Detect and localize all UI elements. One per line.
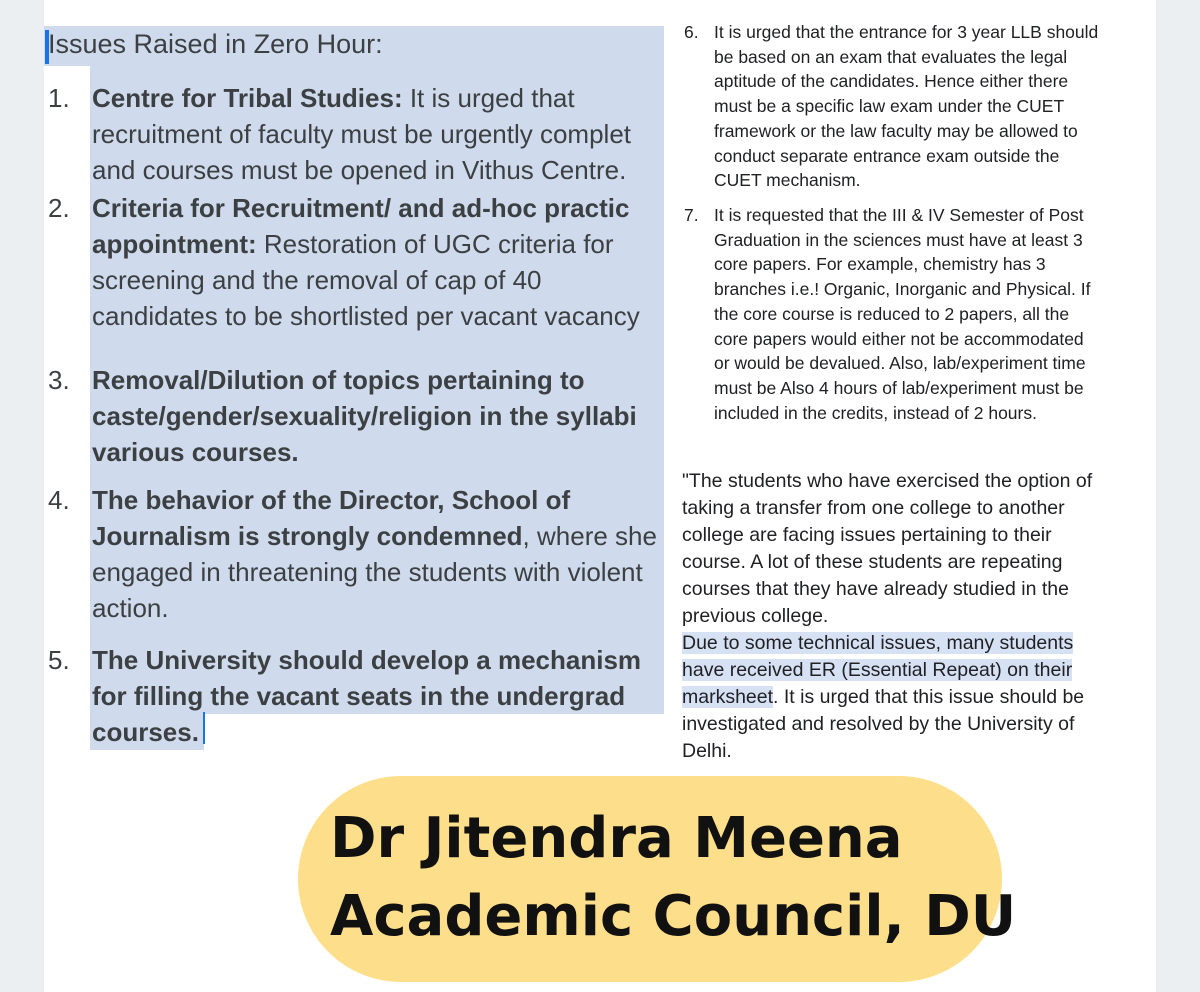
- issue-bold-text: Centre for Tribal Studies:: [92, 83, 403, 113]
- issue-number: 7.: [684, 205, 699, 225]
- banner-name: Dr Jitendra Meena: [330, 806, 903, 871]
- issue-line: [92, 190, 672, 226]
- issue-text: [92, 642, 672, 750]
- issue-line: CUET mechanism.: [714, 170, 861, 191]
- issue-line: [92, 398, 672, 434]
- highlighted-text[interactable]: Due to some technical issues, many students: [682, 632, 1074, 654]
- issue-line: core papers. For example, chemistry has 3: [714, 254, 1046, 275]
- issue-text: [92, 80, 672, 188]
- issue-line: [92, 226, 672, 262]
- issue-line: [92, 262, 672, 298]
- issue-text: [714, 20, 1134, 193]
- issue-text: [92, 482, 672, 626]
- issue-bold-text: Journalism is strongly condemned: [92, 521, 523, 551]
- issue-number: 3.: [48, 365, 70, 395]
- document-page: [44, 0, 1156, 992]
- issue-line: branches i.e.! Organic, Inorganic and Physical. If: [714, 279, 1091, 300]
- issue-line: Graduation in the sciences must have at least 3: [714, 229, 1083, 250]
- issue-line: the core course is reduced to 2 papers, all the: [714, 303, 1070, 324]
- issue-line: included in the credits, instead of 2 hours.: [714, 402, 1037, 423]
- issue-line: aptitude of the candidates. Hence either there: [714, 71, 1069, 92]
- issue-line: conduct separate entrance exam outside the: [714, 145, 1060, 166]
- issue-number: 6.: [684, 22, 699, 42]
- issue-bold-text: caste/gender/sexuality/religion in the syllabi: [92, 401, 637, 431]
- name-banner: [298, 776, 1017, 982]
- issue-bold-text: Criteria for Recruitment/ and ad-hoc practic: [92, 193, 630, 223]
- issue-number: 2.: [48, 193, 70, 223]
- highlighted-text[interactable]: marksheet: [682, 686, 774, 708]
- issue-line: [92, 518, 672, 554]
- issue-line: [92, 298, 672, 334]
- paragraph-line: course. A lot of these students are repeating: [682, 551, 1063, 573]
- paragraph-line: taking a transfer from one college to another: [682, 497, 1065, 519]
- issue-line: [92, 714, 672, 750]
- issue-line: [92, 116, 672, 152]
- issue-plain-text: , where she: [522, 521, 657, 551]
- issue-bold-text: Removal/Dilution of topics pertaining to: [92, 365, 585, 395]
- issue-line: [92, 434, 672, 470]
- issue-bold-text: The University should develop a mechanism: [92, 645, 642, 675]
- issue-bold-text: various courses.: [92, 437, 299, 467]
- issue-line: must be Also 4 hours of lab/experiment must be: [714, 377, 1084, 398]
- issue-line: [92, 152, 672, 188]
- issue-text: [714, 203, 1134, 425]
- issue-plain-text: recruitment of faculty must be urgently complet: [92, 119, 632, 149]
- issue-line: be based on an exam that evaluates the legal: [714, 46, 1068, 67]
- paragraph-line: "The students who have exercised the option of: [682, 470, 1093, 492]
- issue-bold-text: The behavior of the Director, School of: [92, 485, 571, 515]
- issue-line: [92, 482, 672, 518]
- paragraph-line: [682, 657, 1132, 684]
- issue-bold-text: courses.: [92, 717, 199, 747]
- issue-line: It is requested that the III & IV Semester of Post: [714, 205, 1084, 225]
- paragraph-line: [682, 630, 1132, 657]
- paragraph-line: courses that they have already studied in the: [682, 578, 1069, 600]
- issue-line: [92, 590, 672, 626]
- issue-plain-text: action.: [92, 593, 169, 623]
- issue-plain-text: It is urged that: [402, 83, 575, 113]
- issue-line: It is urged that the entrance for 3 year LLB should: [714, 22, 1099, 42]
- issue-number: 5.: [48, 645, 70, 675]
- section-title: Issues Raised in Zero Hour:: [48, 29, 383, 59]
- paragraph-line: Delhi.: [682, 740, 732, 762]
- transfer-students-paragraph: [682, 468, 1132, 765]
- issue-line: [92, 80, 672, 116]
- issue-line: [92, 554, 672, 590]
- issue-plain-text: and courses must be opened in Vithus Centre.: [92, 155, 627, 185]
- paragraph-line: [682, 684, 1132, 711]
- issue-line: must be a specific law exam under the CUET: [714, 96, 1065, 117]
- issue-text: [92, 362, 672, 470]
- paragraph-line: college are facing issues pertaining to their: [682, 524, 1052, 546]
- issue-plain-text: engaged in threatening the students with violent: [92, 557, 643, 587]
- issue-line: or would be devalued. Also, lab/experiment time: [714, 353, 1086, 374]
- issue-number: 4.: [48, 485, 70, 515]
- issue-line: core papers would either not be accommodated: [714, 328, 1084, 349]
- highlighted-text[interactable]: have received ER (Essential Repeat) on their: [682, 659, 1073, 681]
- issue-line: [92, 678, 672, 714]
- issue-bold-text: for filling the vacant seats in the undergrad: [92, 681, 626, 711]
- zero-hour-issues-section[interactable]: [44, 0, 684, 760]
- paragraph-line: investigated and resolved by the University of: [682, 713, 1075, 735]
- banner-affiliation: Academic Council, DU: [330, 884, 1017, 949]
- paragraph-line: previous college.: [682, 605, 829, 627]
- issue-plain-text: candidates to be shortlisted per vacant vacancy: [92, 301, 640, 331]
- issue-line: [92, 362, 672, 398]
- issue-line: [92, 642, 672, 678]
- issue-number: 1.: [48, 83, 70, 113]
- issue-line: framework or the law faculty may be allowed to: [714, 120, 1078, 141]
- paragraph-text: . It is urged that this issue should be: [773, 686, 1085, 708]
- issue-plain-text: Restoration of UGC criteria for: [256, 229, 614, 259]
- issue-text: [92, 190, 672, 334]
- issue-plain-text: screening and the removal of cap of 40: [92, 265, 542, 295]
- issue-bold-text: appointment:: [92, 229, 257, 259]
